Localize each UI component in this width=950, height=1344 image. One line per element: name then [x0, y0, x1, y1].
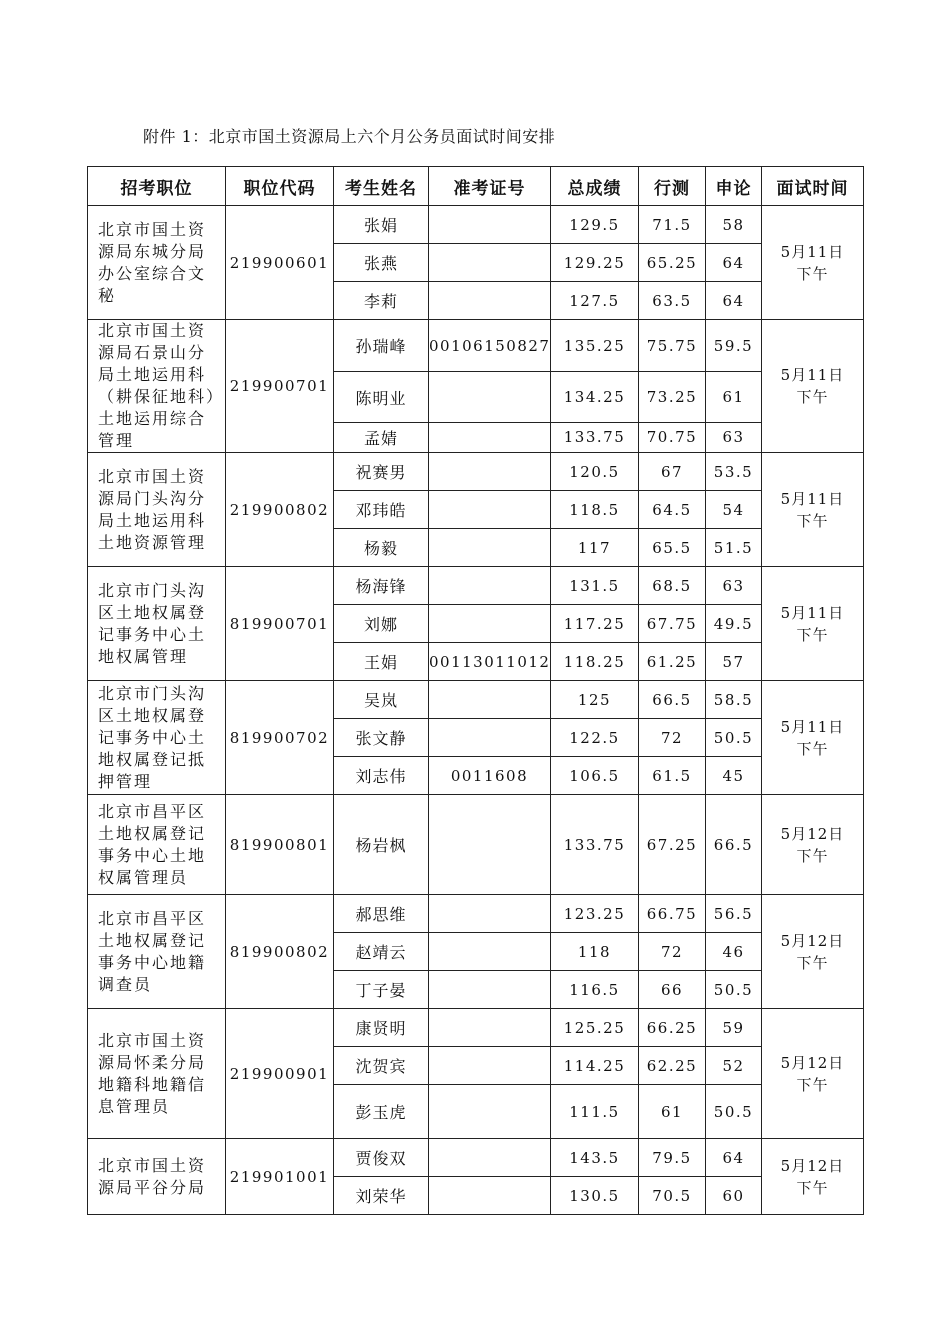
exam-id [429, 1085, 551, 1139]
exam-id [429, 453, 551, 491]
table-row [88, 1139, 864, 1177]
total-score: 129.25 [551, 244, 639, 282]
code-cell: 219900701 [226, 320, 334, 453]
total-score: 143.5 [551, 1139, 639, 1177]
total-score: 120.5 [551, 453, 639, 491]
total-score: 111.5 [551, 1085, 639, 1139]
xingce-score: 65.5 [639, 529, 706, 567]
xingce-score: 70.75 [639, 422, 706, 452]
candidate-name: 赵靖云 [334, 933, 429, 971]
candidate-name: 王娟 [334, 643, 429, 681]
xingce-score: 61.25 [639, 643, 706, 681]
position-cell: 北京市门头沟区土地权属登记事务中心土地权属登记抵押管理 [88, 681, 226, 795]
code-cell: 219900601 [226, 206, 334, 320]
xingce-score: 64.5 [639, 491, 706, 529]
document-title: 附件 1：北京市国土资源局上六个月公务员面试时间安排 [143, 127, 556, 146]
xingce-score: 61 [639, 1085, 706, 1139]
total-score: 116.5 [551, 971, 639, 1009]
position-cell: 北京市昌平区土地权属登记事务中心土地权属管理员 [88, 795, 226, 895]
candidate-name: 张娟 [334, 206, 429, 244]
total-score: 117.25 [551, 605, 639, 643]
candidate-name: 贾俊双 [334, 1139, 429, 1177]
header-row [88, 167, 864, 206]
exam-id: 0011608 [429, 757, 551, 795]
position-cell: 北京市国土资源局怀柔分局地籍科地籍信息管理员 [88, 1009, 226, 1139]
xingce-score: 67.25 [639, 795, 706, 895]
header-position: 招考职位 [88, 167, 226, 206]
shenlun-score: 53.5 [706, 453, 762, 491]
exam-id: 00106150827 [429, 320, 551, 372]
candidate-name: 彭玉虎 [334, 1085, 429, 1139]
interview-time: 5月11日 下午 [762, 567, 864, 681]
candidate-name: 丁子晏 [334, 971, 429, 1009]
exam-id [429, 1177, 551, 1215]
xingce-score: 66.5 [639, 681, 706, 719]
candidate-name: 康贤明 [334, 1009, 429, 1047]
exam-id [429, 372, 551, 422]
total-score: 125.25 [551, 1009, 639, 1047]
interview-time: 5月11日 下午 [762, 681, 864, 795]
candidate-name: 吴岚 [334, 681, 429, 719]
total-score: 133.75 [551, 795, 639, 895]
exam-id [429, 1009, 551, 1047]
code-cell: 819900701 [226, 567, 334, 681]
xingce-score: 79.5 [639, 1139, 706, 1177]
total-score: 125 [551, 681, 639, 719]
shenlun-score: 52 [706, 1047, 762, 1085]
shenlun-score: 51.5 [706, 529, 762, 567]
header-interview-time: 面试时间 [762, 167, 864, 206]
xingce-score: 66.75 [639, 895, 706, 933]
interview-schedule-table [87, 166, 864, 1215]
position-cell: 北京市国土资源局门头沟分局土地运用科土地资源管理 [88, 453, 226, 567]
table-row [88, 453, 864, 491]
exam-id [429, 971, 551, 1009]
exam-id [429, 681, 551, 719]
code-cell: 219901001 [226, 1139, 334, 1215]
interview-time: 5月12日 下午 [762, 795, 864, 895]
header-exam-id: 准考证号 [429, 167, 551, 206]
xingce-score: 73.25 [639, 372, 706, 422]
candidate-name: 张文静 [334, 719, 429, 757]
shenlun-score: 59.5 [706, 320, 762, 372]
exam-id [429, 719, 551, 757]
xingce-score: 66.25 [639, 1009, 706, 1047]
shenlun-score: 45 [706, 757, 762, 795]
shenlun-score: 66.5 [706, 795, 762, 895]
shenlun-score: 60 [706, 1177, 762, 1215]
total-score: 118 [551, 933, 639, 971]
total-score: 117 [551, 529, 639, 567]
interview-time: 5月11日 下午 [762, 320, 864, 453]
candidate-name: 郝思维 [334, 895, 429, 933]
position-cell: 北京市国土资源局东城分局办公室综合文秘 [88, 206, 226, 320]
interview-time: 5月12日 下午 [762, 895, 864, 1009]
xingce-score: 63.5 [639, 282, 706, 320]
shenlun-score: 61 [706, 372, 762, 422]
shenlun-score: 46 [706, 933, 762, 971]
candidate-name: 杨毅 [334, 529, 429, 567]
shenlun-score: 54 [706, 491, 762, 529]
exam-id [429, 567, 551, 605]
shenlun-score: 50.5 [706, 1085, 762, 1139]
shenlun-score: 58.5 [706, 681, 762, 719]
exam-id [429, 529, 551, 567]
shenlun-score: 50.5 [706, 719, 762, 757]
shenlun-score: 49.5 [706, 605, 762, 643]
total-score: 123.25 [551, 895, 639, 933]
xingce-score: 68.5 [639, 567, 706, 605]
total-score: 130.5 [551, 1177, 639, 1215]
candidate-name: 刘志伟 [334, 757, 429, 795]
table-row [88, 320, 864, 372]
exam-id [429, 605, 551, 643]
shenlun-score: 63 [706, 422, 762, 452]
total-score: 122.5 [551, 719, 639, 757]
code-cell: 819900801 [226, 795, 334, 895]
candidate-name: 沈贺宾 [334, 1047, 429, 1085]
code-cell: 219900901 [226, 1009, 334, 1139]
interview-time: 5月11日 下午 [762, 206, 864, 320]
table-row [88, 895, 864, 933]
xingce-score: 61.5 [639, 757, 706, 795]
candidate-name: 刘娜 [334, 605, 429, 643]
exam-id [429, 206, 551, 244]
xingce-score: 75.75 [639, 320, 706, 372]
total-score: 134.25 [551, 372, 639, 422]
exam-id [429, 282, 551, 320]
shenlun-score: 59 [706, 1009, 762, 1047]
exam-id [429, 491, 551, 529]
shenlun-score: 56.5 [706, 895, 762, 933]
xingce-score: 70.5 [639, 1177, 706, 1215]
xingce-score: 67.75 [639, 605, 706, 643]
exam-id [429, 933, 551, 971]
position-cell: 北京市国土资源局平谷分局 [88, 1139, 226, 1215]
table-row [88, 567, 864, 605]
position-cell: 北京市国土资源局石景山分局土地运用科（耕保征地科）土地运用综合管理 [88, 320, 226, 453]
shenlun-score: 50.5 [706, 971, 762, 1009]
xingce-score: 65.25 [639, 244, 706, 282]
xingce-score: 72 [639, 933, 706, 971]
shenlun-score: 64 [706, 282, 762, 320]
candidate-name: 杨海锋 [334, 567, 429, 605]
candidate-name: 李莉 [334, 282, 429, 320]
shenlun-score: 63 [706, 567, 762, 605]
candidate-name: 陈明业 [334, 372, 429, 422]
interview-time: 5月12日 下午 [762, 1139, 864, 1215]
total-score: 129.5 [551, 206, 639, 244]
xingce-score: 62.25 [639, 1047, 706, 1085]
exam-id [429, 895, 551, 933]
table-body [88, 206, 864, 1215]
total-score: 114.25 [551, 1047, 639, 1085]
table-row [88, 795, 864, 895]
total-score: 118.25 [551, 643, 639, 681]
total-score: 127.5 [551, 282, 639, 320]
code-cell: 219900802 [226, 453, 334, 567]
total-score: 133.75 [551, 422, 639, 452]
code-cell: 819900802 [226, 895, 334, 1009]
code-cell: 819900702 [226, 681, 334, 795]
header-shenlun: 申论 [706, 167, 762, 206]
shenlun-score: 57 [706, 643, 762, 681]
exam-id [429, 795, 551, 895]
xingce-score: 71.5 [639, 206, 706, 244]
candidate-name: 孟婧 [334, 422, 429, 452]
table-row [88, 206, 864, 244]
interview-time: 5月11日 下午 [762, 453, 864, 567]
exam-id: 00113011012 [429, 643, 551, 681]
position-cell: 北京市昌平区土地权属登记事务中心地籍调查员 [88, 895, 226, 1009]
position-cell: 北京市门头沟区土地权属登记事务中心土地权属管理 [88, 567, 226, 681]
shenlun-score: 64 [706, 1139, 762, 1177]
xingce-score: 66 [639, 971, 706, 1009]
header-name: 考生姓名 [334, 167, 429, 206]
candidate-name: 邓玮皓 [334, 491, 429, 529]
candidate-name: 杨岩枫 [334, 795, 429, 895]
candidate-name: 刘荣华 [334, 1177, 429, 1215]
exam-id [429, 1047, 551, 1085]
header-total-score: 总成绩 [551, 167, 639, 206]
table-row [88, 1009, 864, 1047]
total-score: 131.5 [551, 567, 639, 605]
total-score: 118.5 [551, 491, 639, 529]
interview-time: 5月12日 下午 [762, 1009, 864, 1139]
exam-id [429, 244, 551, 282]
xingce-score: 72 [639, 719, 706, 757]
header-xingce: 行测 [639, 167, 706, 206]
candidate-name: 张燕 [334, 244, 429, 282]
total-score: 106.5 [551, 757, 639, 795]
exam-id [429, 1139, 551, 1177]
shenlun-score: 58 [706, 206, 762, 244]
xingce-score: 67 [639, 453, 706, 491]
candidate-name: 祝赛男 [334, 453, 429, 491]
total-score: 135.25 [551, 320, 639, 372]
table-row [88, 681, 864, 719]
header-code: 职位代码 [226, 167, 334, 206]
exam-id [429, 422, 551, 452]
shenlun-score: 64 [706, 244, 762, 282]
candidate-name: 孙瑞峰 [334, 320, 429, 372]
